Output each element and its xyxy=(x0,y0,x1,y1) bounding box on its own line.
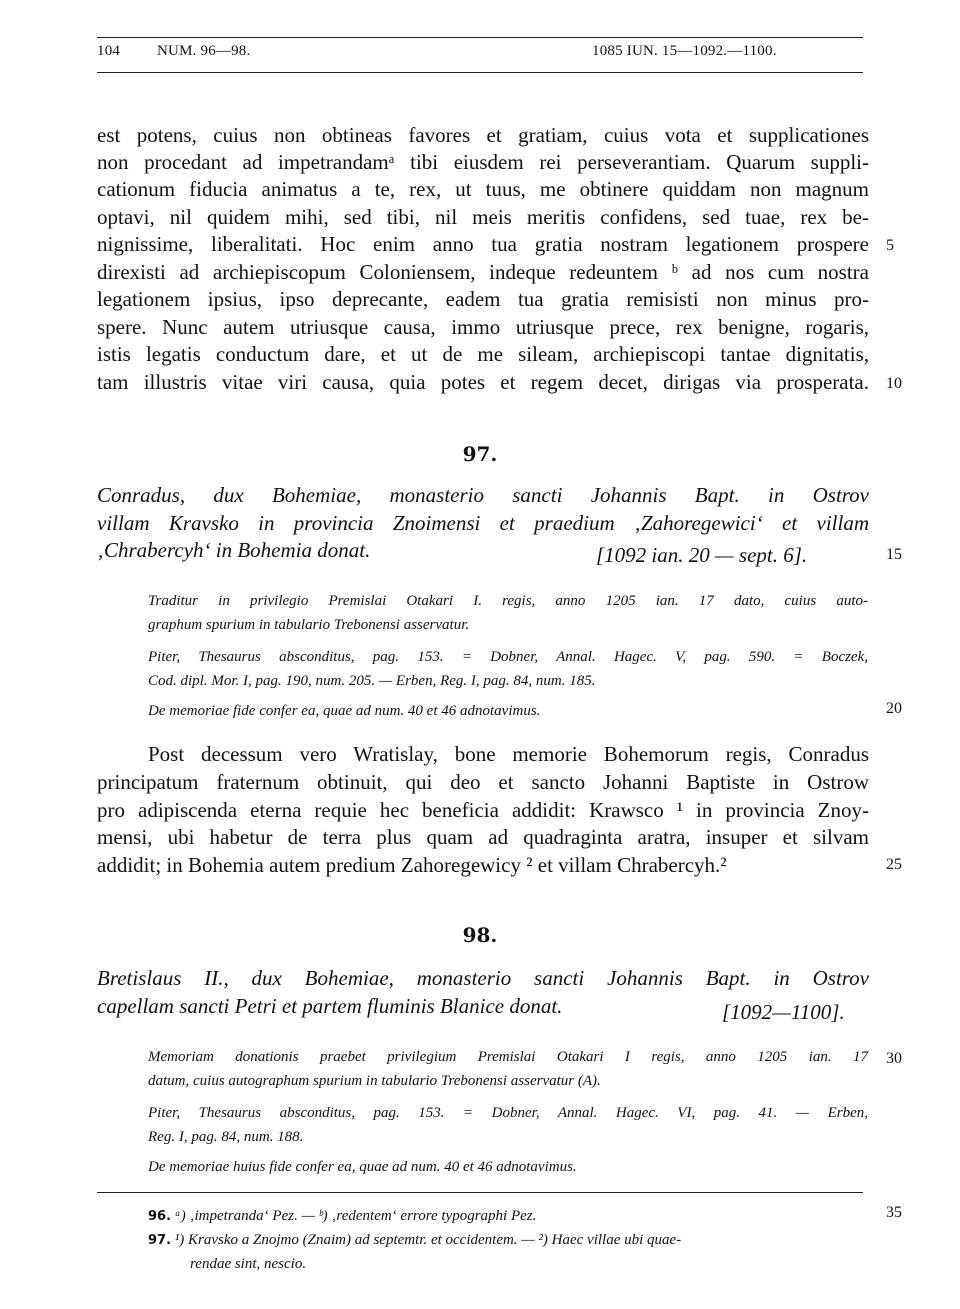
doc97-text-line: addidit; in Bohemia autem predium Zahoregewicy ² et villam Chrabercyh.² xyxy=(97,853,727,877)
doc96-line: istis legatis conductum dare, et ut de me sileam, archiepiscopi tantae dignitatis, xyxy=(97,342,869,366)
doc97-regest-line: ‚Chrabercyh‘ in Bohemia donat. xyxy=(97,538,371,562)
header-rule-top xyxy=(97,37,863,38)
doc96-line: nignissime, liberalitati. Hoc enim anno tua gratia nostram legationem prospere xyxy=(97,232,869,256)
doc97-note-line: Traditur in privilegio Premislai Otakari I. regis, anno 1205 ian. 17 dato, cuius auto- xyxy=(148,593,868,609)
line-number: 10 xyxy=(886,375,902,392)
footnote-96 xyxy=(148,1208,868,1225)
footnote-number: 96. xyxy=(148,1209,172,1224)
doc98-note-line: Reg. I, pag. 84, num. 188. xyxy=(148,1129,304,1145)
doc97-regest-line: Conradus, dux Bohemiae, monasterio sancti Johannis Bapt. in Ostrov xyxy=(97,483,869,507)
doc96-line: spere. Nunc autem utriusque causa, immo utriusque prece, rex benigne, rogaris, xyxy=(97,315,869,339)
line-number: 5 xyxy=(886,237,894,254)
doc97-text-line: mensi, ubi habetur de terra plus quam ad quadraginta aratra, insuper et silvam xyxy=(97,825,869,849)
doc97-note-line: Piter, Thesaurus absconditus, pag. 153. = Dobner, Annal. Hagec. V, pag. 590. = Boczek, xyxy=(148,649,868,665)
doc96-line: cationum fiducia animatus a te, rex, ut tuus, me obtinere quiddam non magnum xyxy=(97,177,869,201)
doc96-line: optavi, nil quidem mihi, sed tibi, nil meis meritis confidens, sed tuae, rex be- xyxy=(97,205,869,229)
line-number: 30 xyxy=(886,1050,902,1067)
footnote-text: ¹) Kravsko a Znojmo (Znaim) ad septemtr. et occidentem. — ²) Haec villae ubi quae- xyxy=(174,1232,682,1248)
doc97-note-line: De memoriae fide confer ea, quae ad num. 40 et 46 adnotavimus. xyxy=(148,703,541,719)
line-number: 35 xyxy=(886,1204,902,1221)
doc96-line: non procedant ad impetrandamᵃ tibi eiusdem rei perseverantiam. Quarum suppli- xyxy=(97,150,869,174)
doc98-date: [1092—1100]. xyxy=(722,1000,845,1024)
doc97-regest-line: villam Kravsko in provincia Znoimensi et praedium ‚Zahoregewici‘ et villam xyxy=(97,511,869,535)
doc98-note-line: datum, cuius autographum spurium in tabulario Trebonensi asservatur (A). xyxy=(148,1073,601,1089)
doc98-regest-line: capellam sancti Petri et partem fluminis Blanice donat. xyxy=(97,994,563,1018)
doc97-date: [1092 ian. 20 — sept. 6]. xyxy=(596,543,808,567)
doc97-text-line: pro adipiscenda eterna requie hec beneficia addidit: Krawsco ¹ in provincia Znoy- xyxy=(97,798,869,822)
header-rule-bottom xyxy=(97,72,863,73)
doc96-line: direxisti ad archiepiscopum Coloniensem, indeque redeuntem ᵇ ad nos cum nostra xyxy=(97,260,869,284)
doc96-line: legationem ipsius, ipso deprecante, eadem tua gratia remisisti non minus pro- xyxy=(97,287,869,311)
doc98-number: 98. xyxy=(462,923,498,947)
doc97-text-line: Post decessum vero Wratislay, bone memorie Bohemorum regis, Conradus xyxy=(148,742,869,766)
doc97-number: 97. xyxy=(462,442,498,466)
doc98-note-line: Memoriam donationis praebet privilegium Premislai Otakari I regis, anno 1205 ian. 17 xyxy=(148,1049,868,1065)
doc97-note-line: graphum spurium in tabulario Trebonensi asservatur. xyxy=(148,617,470,633)
footnote-number: 97. xyxy=(148,1233,172,1248)
footnote-text: ᵃ) ‚impetranda‘ Pez. — ᵇ) ‚redentem‘ errore typographi Pez. xyxy=(174,1208,537,1224)
header-right: 1085 IUN. 15—1092.—1100. xyxy=(592,43,777,59)
footnote-97-cont xyxy=(190,1256,910,1273)
doc98-note-line: Piter, Thesaurus absconditus, pag. 153. = Dobner, Annal. Hagec. VI, pag. 41. — Erben, xyxy=(148,1105,868,1121)
line-number: 25 xyxy=(886,856,902,873)
footnote-rule xyxy=(97,1192,863,1193)
footnote-97 xyxy=(148,1232,868,1249)
header-left: NUM. 96—98. xyxy=(157,43,251,59)
doc96-line: tam illustris vitae viri causa, quia potes et regem decet, dirigas via prosperata. xyxy=(97,370,869,394)
doc98-regest-line: Bretislaus II., dux Bohemiae, monasterio sancti Johannis Bapt. in Ostrov xyxy=(97,966,869,990)
line-number: 20 xyxy=(886,700,902,717)
doc98-note-line: De memoriae huius fide confer ea, quae ad num. 40 et 46 adnotavimus. xyxy=(148,1159,577,1175)
page-number: 104 xyxy=(97,43,121,59)
doc97-text-line: principatum fraternum obtinuit, qui deo et sancto Johanni Baptiste in Ostrow xyxy=(97,770,869,794)
doc96-line: est potens, cuius non obtineas favores et gratiam, cuius vota et supplicationes xyxy=(97,123,869,147)
doc97-note-line: Cod. dipl. Mor. I, pag. 190, num. 205. — Erben, Reg. I, pag. 84, num. 185. xyxy=(148,673,596,689)
line-number: 15 xyxy=(886,546,902,563)
footnote-text: rendae sint, nescio. xyxy=(190,1256,307,1272)
